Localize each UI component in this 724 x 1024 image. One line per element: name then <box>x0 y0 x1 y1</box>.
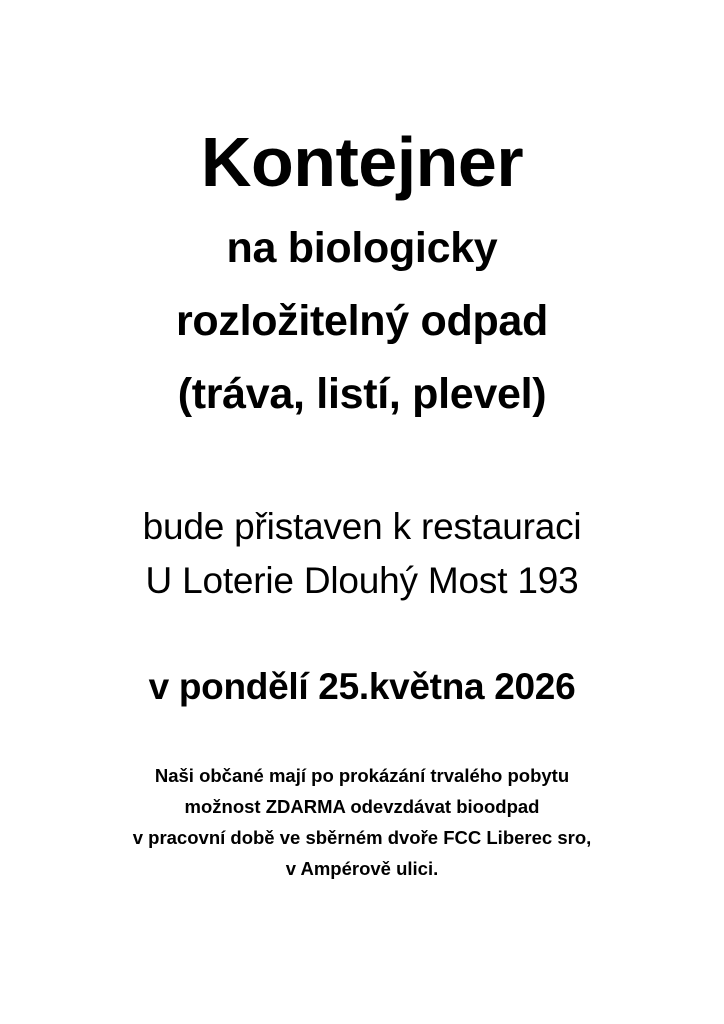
location-line-2: U Loterie Dlouhý Most 193 <box>145 560 579 601</box>
note-line-3: v pracovní době ve sběrném dvoře FCC Liberec sro, <box>132 827 592 848</box>
subtitle-line-1: na biologicky <box>226 224 498 272</box>
subtitle-line-3: (tráva, listí, plevel) <box>177 370 547 418</box>
collection-date: v pondělí 25.května 2026 <box>148 666 576 707</box>
note-line-2: možnost ZDARMA odevzdávat bioodpad <box>184 796 540 817</box>
notice-title: Kontejner <box>200 123 524 201</box>
location-line-1: bude přistaven k restauraci <box>142 506 582 547</box>
note-line-1: Naši občané mají po prokázání trvalého pobytu <box>154 765 570 786</box>
note-line-4: v Ampérově ulici. <box>285 858 439 879</box>
subtitle-line-2: rozložitelný odpad <box>175 297 549 345</box>
